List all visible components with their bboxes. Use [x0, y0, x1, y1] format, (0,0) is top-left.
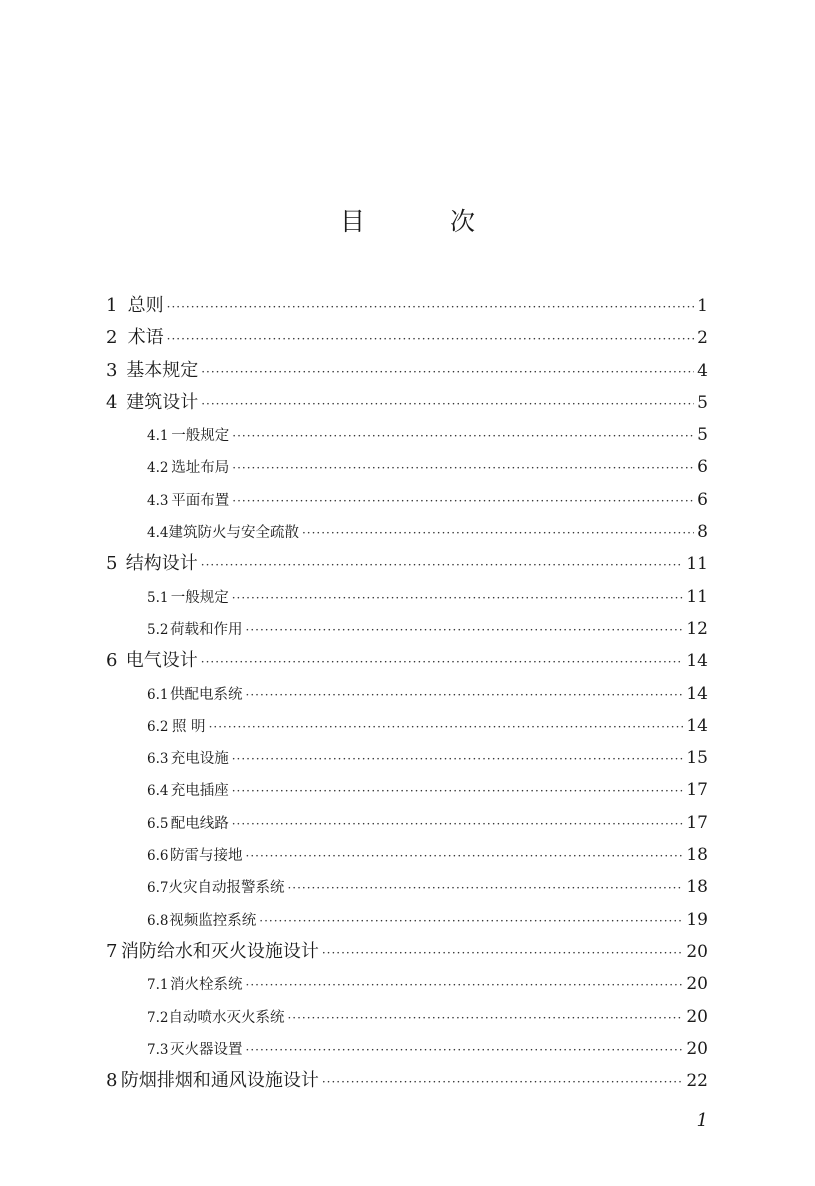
toc-entry-label: 术语 [127, 327, 164, 349]
toc-entry-page: 8 [697, 522, 708, 543]
toc-leader-dots [322, 1066, 684, 1098]
toc-leader-dots [246, 969, 684, 1001]
toc-chapter-entry[interactable] [106, 1065, 708, 1097]
toc-entry-label: 平面布置 [171, 492, 230, 509]
toc-entry-page: 1 [697, 296, 708, 316]
toc-entry-label: 防雷与接地 [170, 848, 243, 865]
toc-leader-dots [246, 614, 684, 646]
toc-leader-dots [232, 775, 684, 807]
toc-leader-dots [209, 711, 684, 743]
table-of-contents [106, 290, 708, 1097]
toc-entry-page: 6 [697, 489, 708, 510]
page-title: 目 次 [339, 207, 505, 236]
toc-entry-number: 5.1 [147, 589, 169, 606]
toc-entry-number: 4 [106, 391, 118, 413]
toc-entry-page: 20 [686, 1006, 708, 1027]
toc-entry-label: 一般规定 [170, 589, 229, 606]
toc-section-entry[interactable] [106, 451, 708, 483]
toc-section-entry[interactable] [106, 871, 708, 903]
toc-entry-page: 22 [686, 1071, 708, 1092]
toc-entry-label: 防烟排烟和通风设施设计 [120, 1070, 319, 1092]
toc-entry-number: 6.1 [147, 686, 169, 703]
toc-entry-label: 自动喷水灭火系统 [168, 1009, 285, 1026]
toc-entry-page: 17 [686, 780, 708, 801]
toc-entry-number: 6.2 [147, 718, 169, 735]
toc-leader-dots [201, 356, 694, 388]
toc-entry-label: 一般规定 [171, 428, 230, 445]
toc-entry-page: 19 [686, 909, 708, 930]
toc-entry-number: 4.2 [147, 460, 169, 477]
toc-chapter-entry[interactable] [106, 387, 708, 419]
toc-entry-label: 充电插座 [170, 783, 229, 800]
toc-entry-page: 2 [697, 328, 708, 349]
toc-entry-number: 6.3 [147, 751, 169, 768]
toc-entry-label: 消火栓系统 [170, 977, 243, 994]
toc-chapter-entry[interactable] [106, 548, 708, 580]
toc-entry-page: 12 [686, 618, 708, 639]
toc-entry-label: 火灾自动报警系统 [168, 880, 285, 897]
toc-entry-label: 灭火器设置 [170, 1041, 243, 1058]
toc-chapter-entry[interactable] [106, 290, 708, 322]
toc-leader-dots [201, 646, 684, 678]
toc-entry-page: 14 [686, 715, 708, 736]
toc-entry-number: 6.8 [147, 912, 169, 929]
toc-section-entry[interactable] [106, 419, 708, 451]
toc-entry-label: 选址布局 [171, 460, 230, 477]
toc-leader-dots [246, 840, 684, 872]
toc-entry-number: 6.7 [147, 880, 169, 897]
toc-entry-page: 20 [686, 941, 708, 962]
toc-entry-number: 7.1 [147, 977, 169, 994]
toc-section-entry[interactable] [106, 613, 708, 645]
toc-entry-number: 3 [106, 359, 118, 381]
toc-entry-page: 11 [686, 586, 708, 607]
toc-leader-dots [287, 1002, 683, 1034]
toc-leader-dots [232, 582, 684, 614]
toc-entry-number: 7.2 [147, 1009, 169, 1026]
toc-entry-page: 14 [686, 683, 708, 704]
toc-chapter-entry[interactable] [106, 355, 708, 387]
toc-entry-number: 2 [106, 327, 118, 349]
toc-entry-page: 14 [686, 651, 708, 672]
toc-entry-number: 5 [106, 553, 118, 575]
toc-entry-label: 照 明 [171, 718, 206, 735]
toc-leader-dots [246, 679, 684, 711]
toc-entry-label: 充电设施 [170, 751, 229, 768]
toc-leader-dots [246, 1034, 684, 1066]
toc-section-entry[interactable] [106, 581, 708, 613]
page-number: 1 [696, 1110, 708, 1131]
toc-entry-page: 20 [686, 1038, 708, 1059]
toc-entry-number: 4.4 [147, 525, 169, 542]
toc-entry-page: 18 [686, 877, 708, 898]
toc-leader-dots [167, 323, 695, 355]
toc-entry-number: 6.4 [147, 783, 169, 800]
toc-entry-label: 配电线路 [170, 815, 229, 832]
toc-section-entry[interactable] [106, 678, 708, 710]
toc-entry-number: 8 [106, 1070, 118, 1092]
toc-section-entry[interactable] [106, 742, 708, 774]
toc-entry-page: 15 [686, 748, 708, 769]
toc-entry-page: 20 [686, 974, 708, 995]
toc-section-entry[interactable] [106, 484, 708, 516]
toc-entry-label: 荷载和作用 [170, 621, 243, 638]
toc-leader-dots [302, 517, 694, 549]
toc-entry-number: 1 [106, 295, 118, 316]
toc-entry-label: 视频监控系统 [169, 912, 257, 929]
toc-entry-number: 6 [106, 650, 118, 672]
toc-entry-page: 18 [686, 845, 708, 866]
toc-leader-dots [287, 872, 683, 904]
toc-leader-dots [201, 549, 684, 581]
toc-entry-page: 4 [697, 360, 708, 381]
toc-entry-page: 5 [697, 425, 708, 446]
toc-chapter-entry[interactable] [106, 936, 708, 968]
toc-entry-label: 建筑设计 [126, 391, 199, 413]
toc-leader-dots [201, 388, 694, 420]
toc-entry-label: 电气设计 [125, 650, 198, 672]
toc-section-entry[interactable] [106, 516, 708, 548]
toc-section-entry[interactable] [106, 1033, 708, 1065]
toc-leader-dots [232, 420, 694, 452]
toc-section-entry[interactable] [106, 839, 708, 871]
toc-entry-label: 建筑防火与安全疏散 [168, 525, 299, 542]
toc-entry-page: 11 [686, 554, 708, 575]
toc-chapter-entry[interactable] [106, 645, 708, 677]
toc-section-entry[interactable] [106, 807, 708, 839]
toc-leader-dots [232, 743, 684, 775]
toc-leader-dots [259, 905, 683, 937]
toc-entry-page: 17 [686, 812, 708, 833]
toc-entry-number: 4.1 [147, 428, 169, 445]
toc-section-entry[interactable] [106, 904, 708, 936]
toc-entry-number: 6.6 [147, 848, 169, 865]
toc-entry-label: 结构设计 [125, 553, 198, 575]
toc-entry-number: 7 [106, 940, 118, 962]
toc-entry-number: 7.3 [147, 1041, 169, 1058]
toc-entry-label: 供配电系统 [170, 686, 243, 703]
toc-entry-label: 消防给水和灭火设施设计 [120, 940, 319, 962]
toc-entry-label: 基本规定 [126, 359, 199, 381]
toc-leader-dots [232, 485, 694, 517]
toc-leader-dots [167, 291, 695, 323]
toc-leader-dots [232, 808, 684, 840]
toc-section-entry[interactable] [106, 1001, 708, 1033]
toc-chapter-entry[interactable] [106, 322, 708, 354]
toc-section-entry[interactable] [106, 774, 708, 806]
toc-entry-number: 6.5 [147, 815, 169, 832]
toc-entry-label: 总则 [127, 295, 164, 316]
toc-entry-page: 5 [697, 392, 708, 413]
toc-leader-dots [232, 452, 694, 484]
toc-leader-dots [322, 937, 684, 969]
toc-section-entry[interactable] [106, 710, 708, 742]
toc-entry-number: 4.3 [147, 492, 169, 509]
toc-section-entry[interactable] [106, 968, 708, 1000]
toc-entry-number: 5.2 [147, 621, 169, 638]
toc-entry-page: 6 [697, 457, 708, 478]
